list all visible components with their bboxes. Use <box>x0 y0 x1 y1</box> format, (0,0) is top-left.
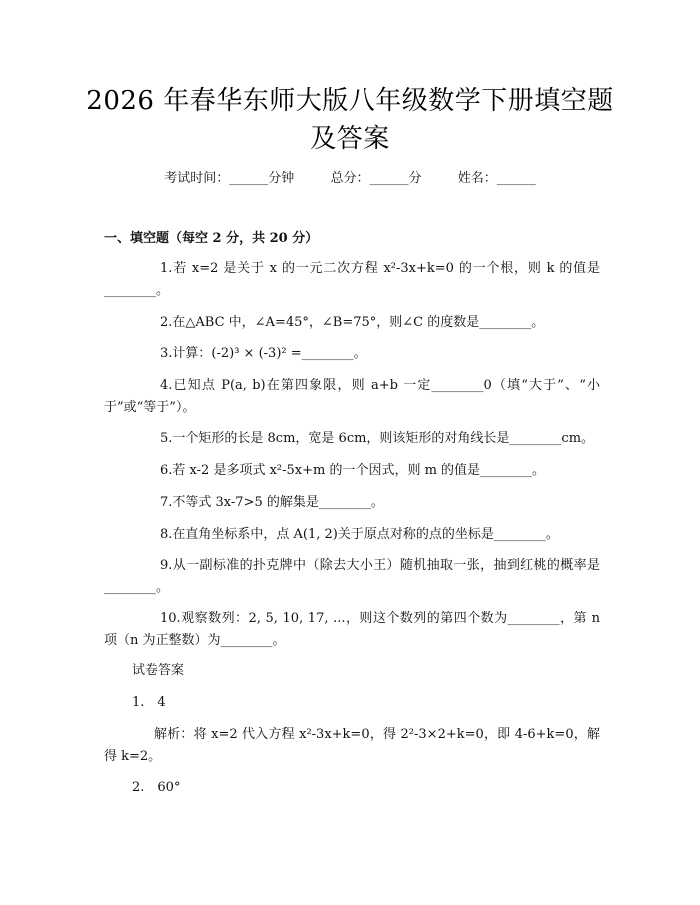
question-8 <box>104 524 600 546</box>
question-text: 从一副标准的扑克牌中（除去大小王）随机抽取一张，抽到红桃的概率是________。 <box>104 558 600 595</box>
question-number: 8. <box>160 527 173 542</box>
answer-1-explanation: 解析：将 x=2 代入方程 x²-3x+k=0，得 2²-3×2+k=0，即 4-6+k=0，解得 k=2。 <box>104 727 600 764</box>
question-text: 计算：(-2)³ × (-3)² =________。 <box>172 346 367 361</box>
exam-meta-line <box>0 170 700 188</box>
question-text: 观察数列：2, 5, 10, 17, ...，则这个数列的第四个数为________，第 n 项（n 为正整数）为________。 <box>104 611 600 648</box>
document-title-line-1: 2026 年春华东师大版八年级数学下册填空题 <box>86 86 614 116</box>
question-10 <box>104 608 600 652</box>
question-number: 2. <box>160 315 173 330</box>
question-number: 9. <box>160 558 173 573</box>
question-number: 10. <box>160 611 181 626</box>
question-9 <box>104 555 600 599</box>
student-name-field: 姓名：______ <box>457 171 536 186</box>
answer-2: 2. 60° <box>132 780 181 795</box>
section-heading: 一、填空题（每空 2 分，共 20 分） <box>104 231 319 246</box>
question-text: 已知点 P(a, b)在第四象限，则 a+b 一定________0（填“大于”、“小于”或“等于”）。 <box>104 378 600 415</box>
question-number: 1. <box>160 261 173 276</box>
question-2 <box>104 312 600 334</box>
question-number: 5. <box>160 431 173 446</box>
question-text: 一个矩形的长是 8cm，宽是 6cm，则该矩形的对角线长是________cm。 <box>172 431 595 446</box>
question-7 <box>104 492 600 514</box>
question-6 <box>104 460 600 482</box>
question-1 <box>104 258 600 302</box>
question-text: 若 x-2 是多项式 x²-5x+m 的一个因式，则 m 的值是________。 <box>172 463 546 478</box>
question-text: 若 x=2 是关于 x 的一元二次方程 x²-3x+k=0 的一个根，则 k 的值是________。 <box>104 261 600 298</box>
question-4 <box>104 375 600 419</box>
exam-time-field: 考试时间：______分钟 <box>164 171 295 186</box>
document-title-line-2: 及答案 <box>310 124 390 154</box>
question-text: 在直角坐标系中，点 A(1, 2)关于原点对称的点的坐标是________。 <box>172 527 559 542</box>
answers-heading: 试卷答案 <box>132 663 185 678</box>
answer-1: 1. 4 <box>132 695 166 710</box>
question-5 <box>104 428 600 450</box>
total-score-field: 总分：______分 <box>330 171 422 186</box>
question-3 <box>104 343 600 365</box>
question-number: 7. <box>160 495 173 510</box>
question-text: 在△ABC 中，∠A=45°，∠B=75°，则∠C 的度数是________。 <box>172 315 545 330</box>
question-number: 6. <box>160 463 173 478</box>
question-number: 3. <box>160 346 173 361</box>
question-text: 不等式 3x-7>5 的解集是________。 <box>172 495 384 510</box>
question-number: 4. <box>160 378 173 393</box>
